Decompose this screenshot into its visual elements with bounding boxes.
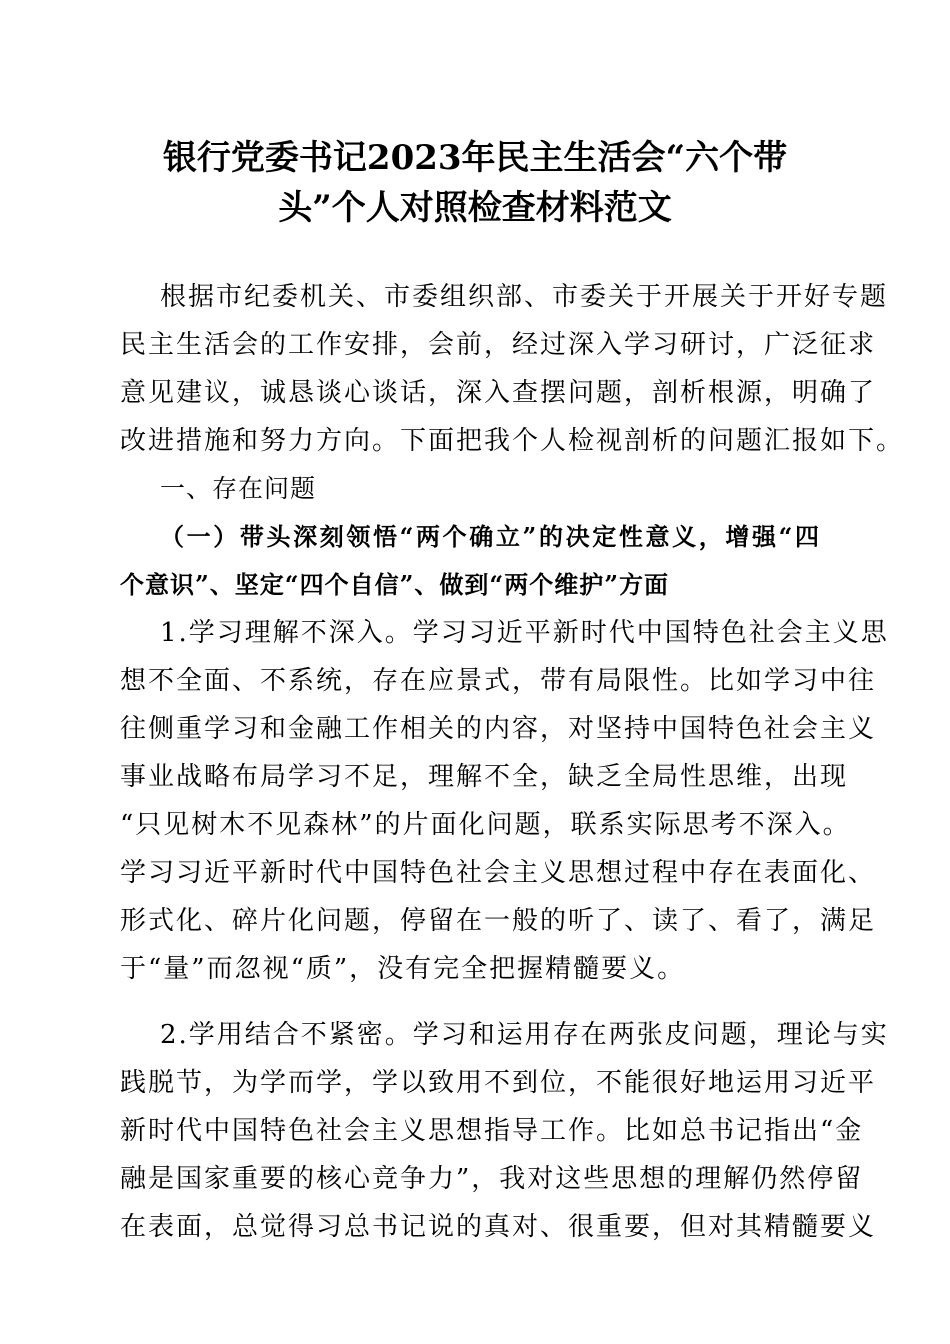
subsection-heading-line: 个意识”、坚定“四个自信”、做到“两个维护”方面 — [120, 570, 670, 599]
intro-line: 改进措施和努力方向。下面把我个人检视剖析的问题汇报如下。 — [120, 426, 905, 456]
item2-line: 融是国家重要的核心竞争力”，我对这些思想的理解仍然停留 — [120, 1164, 864, 1194]
item1-line: 于“量”而忽视“质”，没有完全把握精髓要义。 — [120, 954, 686, 984]
intro-line: 根据市纪委机关、市委组织部、市委关于开展关于开好专题 — [160, 282, 889, 312]
document-title-line-1: 银行党委书记2023年民主生活会“六个带 — [162, 138, 788, 178]
intro-line: 民主生活会的工作安排，会前，经过深入学习研讨，广泛征求 — [120, 330, 877, 360]
item2-line: 2.学用结合不紧密。学习和运用存在两张皮问题，理论与实 — [160, 1020, 889, 1050]
subsection-heading-line: （一）带头深刻领悟“两个确立”的决定性意义，增强“四 — [160, 522, 820, 551]
item1-line: 形式化、碎片化问题，停留在一般的听了、读了、看了，满足 — [120, 906, 877, 936]
item2-line: 在表面，总觉得习总书记说的真对、很重要，但对其精髓要义 — [120, 1212, 877, 1242]
item1-line: 往侧重学习和金融工作相关的内容，对坚持中国特色社会主义 — [120, 714, 877, 744]
section-heading: 一、存在问题 — [160, 474, 317, 503]
item1-line: “只见树木不见森林”的片面化问题，联系实际思考不深入。 — [120, 810, 851, 840]
item1-line: 想不全面、不系统，存在应景式，带有局限性。比如学习中往 — [120, 666, 877, 696]
item1-line: 事业战略布局学习不足，理解不全，缺乏全局性思维，出现 — [120, 762, 849, 792]
document-title-line-2: 头”个人对照检查材料范文 — [278, 188, 672, 228]
item2-line: 新时代中国特色社会主义思想指导工作。比如总书记指出“金 — [120, 1116, 864, 1146]
item1-line: 1.学习理解不深入。学习习近平新时代中国特色社会主义思 — [160, 618, 889, 648]
item2-line: 践脱节，为学而学，学以致用不到位，不能很好地运用习近平 — [120, 1068, 877, 1098]
intro-line: 意见建议，诚恳谈心谈话，深入查摆问题，剖析根源，明确了 — [120, 378, 877, 408]
item1-line: 学习习近平新时代中国特色社会主义思想过程中存在表面化、 — [120, 858, 877, 888]
